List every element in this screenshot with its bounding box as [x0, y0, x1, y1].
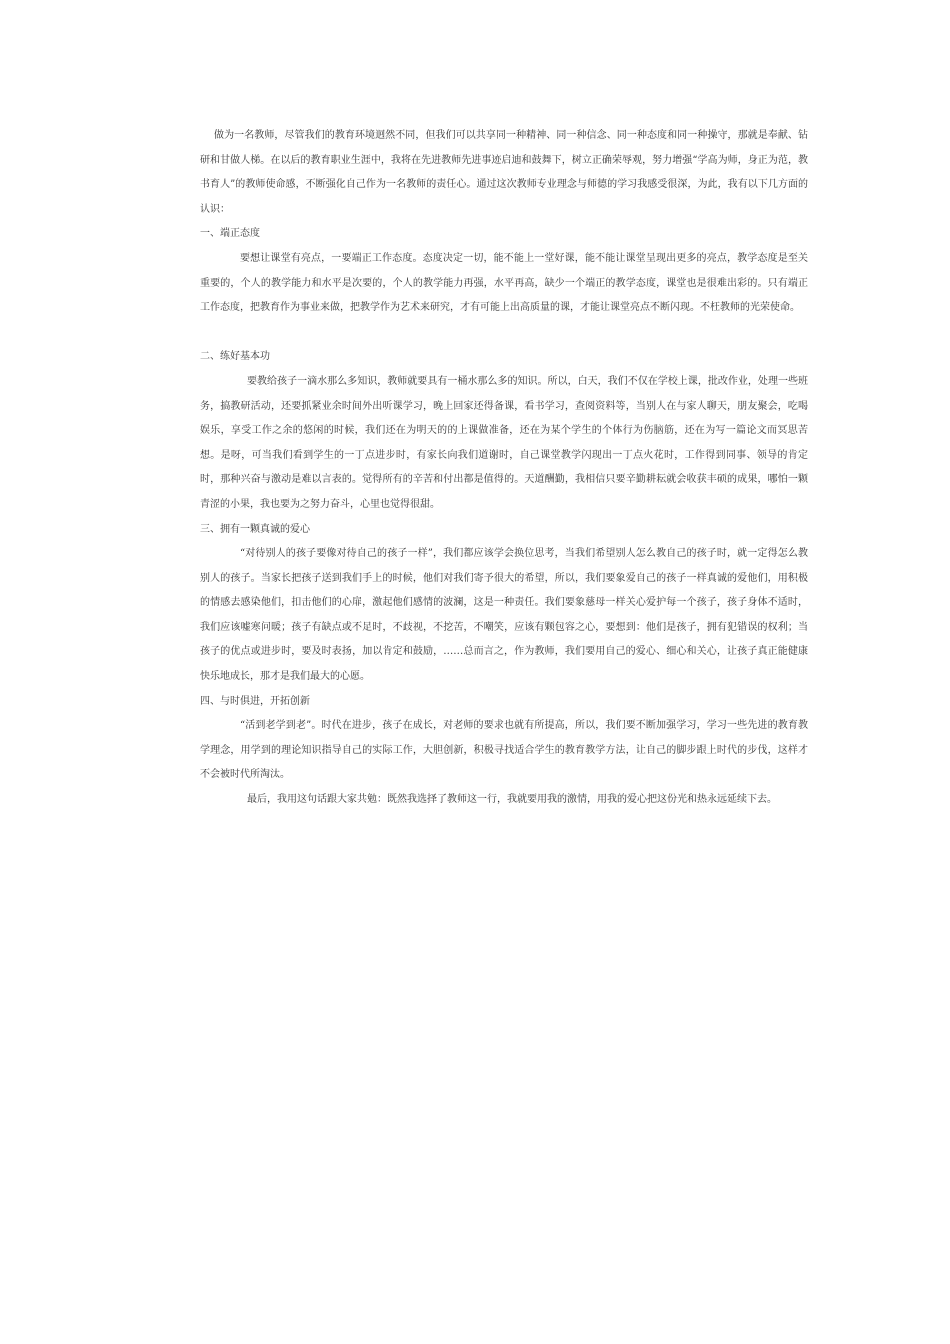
- blank-line: [200, 321, 808, 346]
- section-body-3: “对待别人的孩子要像对待自己的孩子一样”，我们都应该学会换位思考，当我们希望别人怎么教自己的孩子时，就一定得怎么教别人的孩子。当家长把孩子送到我们手上的时候，他们对我们寄予很大的希望，所以，我们要象爱自己的孩子一样真诚的爱他们，用积极的情感去感染他们，扣击他们的心扉，激起他们感情的波澜，这是一种责任。我们要象慈母一样关心爱护每一个孩子，孩子身体不适时，我们应该嘘寒问暖；孩子有缺点或不足时，不歧视，不挖苦，不嘲笑，应该有颗包容之心，要想到：他们是孩子，拥有犯错误的权利；当孩子的优点或进步时，要及时表扬，加以肯定和鼓励，……总而言之，作为教师，我们要用自己的爱心、细心和关心，让孩子真正能健康快乐地成长，那才是我们最大的心愿。: [200, 548, 808, 683]
- section-heading-3: 三、拥有一颗真诚的爱心: [200, 523, 310, 535]
- section-body-2: 要教给孩子一滴水那么多知识，教师就要具有一桶水那么多的知识。所以，白天，我们不仅在学校上课，批改作业，处理一些班务，搞教研活动，还要抓紧业余时间外出听课学习，晚上回家还得备课，看书学习，查阅资料等，当别人在与家人聊天，朋友聚会，吃喝娱乐，享受工作之余的悠闲的时候，我们还在为明天的的上课做准备，还在为某个学生的个体行为伤脑筋，还在为写一篇论文而冥思苦想。是呀，可当我们看到学生的一丁点进步时，有家长向我们道谢时，自己课堂教学闪现出一丁点火花时，工作得到同事、领导的肯定时，那种兴奋与激动是难以言表的。觉得所有的辛苦和付出都是值得的。天道酬勤，我相信只要辛勤耕耘就会收获丰硕的成果，哪怕一颗青涩的小果，我也要为之努力奋斗，心里也觉得很甜。: [200, 375, 808, 510]
- intro-paragraph: 做为一名教师，尽管我们的教育环境迥然不同，但我们可以共享同一种精神、同一种信念、同一种态度和同一种操守，那就是奉献、钻研和甘做人梯。在以后的教育职业生涯中，我将在先进教师先进事迹启迪和鼓舞下，树立正确荣辱观，努力增强“学高为师，身正为范，教书育人”的教师使命感，不断强化自己作为一名教师的责任心。通过这次教师专业理念与师德的学习我感受很深，为此，我有以下几方面的认识：: [200, 130, 808, 215]
- document-body: [200, 124, 808, 813]
- section-heading-4: 四、与时俱进，开拓创新: [200, 695, 310, 707]
- section-body-1: 要想让课堂有亮点，一要端正工作态度。态度决定一切，能不能上一堂好课，能不能让课堂呈现出更多的亮点，教学态度是至关重要的，个人的教学能力和水平是次要的，个人的教学能力再强，水平再高，缺少一个端正的教学态度，课堂也是很难出彩的。只有端正工作态度，把教育作为事业来做，把教学作为艺术来研究，才有可能上出高质量的课，才能让课堂亮点不断闪现。不枉教师的光荣使命。: [200, 252, 808, 314]
- section-heading-2: 二、练好基本功: [200, 351, 270, 363]
- section-body-4: “活到老学到老”。时代在进步，孩子在成长，对老师的要求也就有所提高，所以，我们要不断加强学习，学习一些先进的教育教学理念，用学到的理论知识指导自己的实际工作，大胆创新，积极寻找适合学生的教育教学方法，让自己的脚步跟上时代的步伐，这样才不会被时代所淘汰。: [200, 720, 808, 781]
- closing-paragraph: 最后，我用这句话跟大家共勉：既然我选择了教师这一行，我就要用我的激情，用我的爱心把这份光和热永远延续下去。: [247, 794, 777, 806]
- section-heading-1: 一、端正态度: [200, 228, 260, 240]
